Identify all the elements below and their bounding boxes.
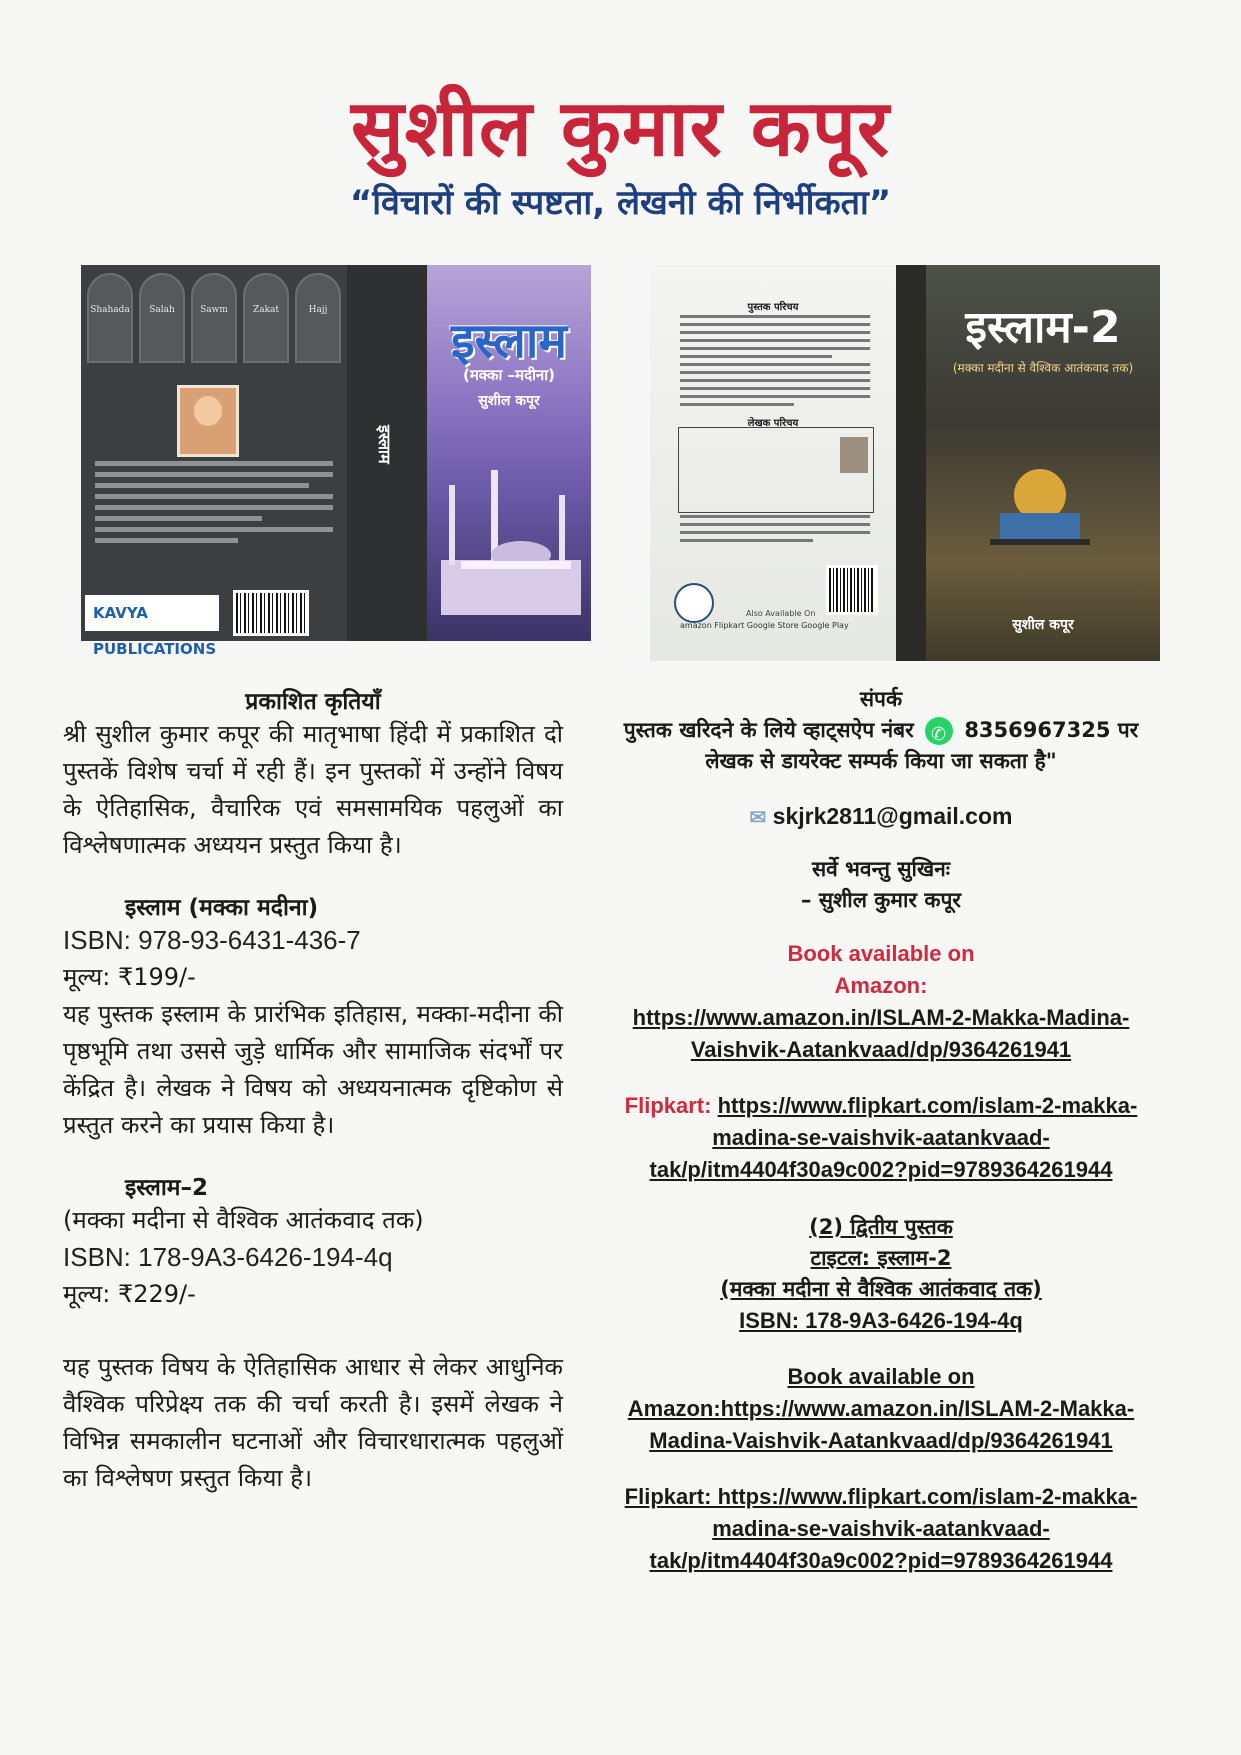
cover-title: इस्लाम bbox=[451, 313, 567, 369]
book2-title: इस्लाम–2 bbox=[125, 1175, 209, 1201]
flipkart-link[interactable]: https://www.flipkart.com/islam-2-makka-madina-se-vaishvik-aatankvaad-tak/p/itm4404f30a9c002?pid=9789364261944 bbox=[649, 1093, 1138, 1182]
back-heading: पुस्तक परिचय bbox=[747, 302, 799, 313]
contact-line-2: लेखक से डायरेक्ट सम्पर्क किया जा सकता है" bbox=[705, 749, 1057, 773]
tagline: “विचारों की स्पष्टता, लेखनी की निर्भीकता” bbox=[349, 183, 892, 223]
cover-back bbox=[81, 265, 347, 658]
cover-subtitle: (मक्का –मदीना) bbox=[462, 366, 555, 384]
flipkart-link-2[interactable]: Flipkart: https://www.flipkart.com/islam-2-makka-madina-se-vaishvik-aatankvaad-tak/p/itm4404f30a9c002?pid=9789364261944 bbox=[624, 1484, 1138, 1573]
author-heading: लेखक परिचय bbox=[747, 418, 799, 429]
contact-heading: संपर्क bbox=[859, 687, 903, 711]
amazon-link[interactable]: https://www.amazon.in/ISLAM-2-Makka-Madina-Vaishvik-Aatankvaad/dp/9364261941 bbox=[632, 1005, 1130, 1062]
arch-label: Zakat bbox=[252, 305, 280, 315]
dome-illustration bbox=[980, 455, 1100, 545]
author-photo bbox=[840, 437, 868, 473]
flipkart-line bbox=[596, 1090, 1166, 1186]
arch bbox=[295, 273, 341, 363]
blurb-text-lines bbox=[95, 461, 333, 549]
barcode bbox=[826, 565, 878, 615]
book1-title: इस्लाम (मक्का मदीना) bbox=[125, 895, 319, 921]
book-cover-islam-2 bbox=[650, 265, 1160, 661]
mosque-illustration bbox=[441, 465, 581, 615]
phone-number[interactable]: 8356967325 पर bbox=[964, 718, 1139, 742]
amazon-link-2[interactable]: Amazon:https://www.amazon.in/ISLAM-2-Makka-Madina-Vaishvik-Aatankvaad/dp/9364261941 bbox=[627, 1396, 1135, 1453]
arch bbox=[191, 273, 237, 363]
blessing-signature: – सुशील कुमार कपूर bbox=[801, 888, 961, 912]
second-book-subtitle: (मक्का मदीना से वैश्विक आतंकवाद तक) bbox=[720, 1277, 1042, 1301]
second-book-title: टाइटल: इस्लाम-2 bbox=[810, 1246, 952, 1270]
barcode bbox=[233, 590, 309, 636]
arch bbox=[139, 273, 185, 363]
whatsapp-icon bbox=[925, 717, 953, 745]
arch-label: Sawm bbox=[200, 305, 228, 315]
available-on-label-2: Book available on bbox=[787, 1364, 975, 1389]
book-cover-islam bbox=[81, 265, 591, 658]
intro-paragraph: श्री सुशील कुमार कपूर की मातृभाषा हिंदी में प्रकाशित दो पुस्तकें विशेष चर्चा में रही हैं। इन पुस्तकों में उन्होंने विषय के ऐतिहासिक, वैचारिक एवं समसामयिक पहलुओं का विश्लेषणात्मक अध्ययन प्रस्तुत किया है। bbox=[63, 720, 563, 859]
arch-label: Hajj bbox=[308, 305, 328, 315]
author-portrait bbox=[177, 385, 239, 457]
store-logos: amazon Flipkart Google Store Google Play bbox=[680, 621, 849, 630]
right-column bbox=[596, 684, 1166, 1577]
cover-author: सुशील कपूर bbox=[1012, 617, 1074, 633]
book2-description: यह पुस्तक विषय के ऐतिहासिक आधार से लेकर आधुनिक वैश्विक परिप्रेक्ष्य तक की चर्चा करती है। इसमें लेखक ने विभिन्न समकालीन घटनाओं और विचारधारात्मक पहलुओं का विश्लेषण प्रस्तुत किया है। bbox=[63, 1353, 563, 1492]
flipkart-label: Flipkart: bbox=[624, 1093, 712, 1118]
spine-title: इस्लाम bbox=[375, 425, 394, 464]
second-book-isbn: ISBN: 178-9A3-6426-194-4q bbox=[739, 1308, 1023, 1333]
cover-title: इस्लाम-2 bbox=[965, 302, 1121, 353]
also-available: Also Available On bbox=[746, 609, 816, 618]
published-works-heading: प्रकाशित कृतियाँ bbox=[245, 689, 381, 715]
arch-label: Salah bbox=[149, 305, 175, 315]
pillars-arches bbox=[87, 273, 341, 363]
email-link[interactable]: skjrk2811@gmail.com bbox=[772, 803, 1013, 829]
book2-price: मूल्य: ₹229/- bbox=[63, 1280, 196, 1308]
blessing-line: सर्वे भवन्तु सुखिनः bbox=[811, 857, 951, 881]
book1-description: यह पुस्तक इस्लाम के प्रारंभिक इतिहास, मक्का-मदीना की पृष्ठभूमि तथा उससे जुड़े धार्मिक और सामाजिक संदर्भों पर केंद्रित है। लेखक ने विषय को अध्ययनात्मक दृष्टिकोण से प्रस्तुत करने का प्रयास किया है। bbox=[63, 1000, 563, 1139]
book2-isbn: ISBN: 178-9A3-6426-194-4q bbox=[63, 1242, 393, 1272]
contact-line-1 bbox=[596, 715, 1166, 746]
amazon-label: Amazon: bbox=[834, 973, 928, 998]
available-on-label: Book available on bbox=[787, 941, 975, 966]
arch-label: Shahada bbox=[90, 305, 130, 315]
email-line bbox=[596, 803, 1166, 830]
back-text-lines bbox=[680, 315, 870, 411]
publisher-logo-icon bbox=[674, 583, 714, 623]
publisher-logo: KAVYA PUBLICATIONS bbox=[85, 595, 219, 631]
cover-subtitle: (मक्का मदीना से वैश्विक आतंकवाद तक) bbox=[952, 361, 1134, 375]
book2-subtitle: (मक्का मदीना से वैश्विक आतंकवाद तक) bbox=[63, 1206, 424, 1234]
second-book-label: (2) द्वितीय पुस्तक bbox=[809, 1215, 953, 1239]
cover-author: सुशील कपूर bbox=[478, 393, 540, 409]
mail-icon: ✉ bbox=[749, 807, 767, 829]
book1-isbn: ISBN: 978-93-6431-436-7 bbox=[63, 925, 361, 955]
back-text-lines bbox=[680, 515, 870, 547]
cover-spine bbox=[896, 265, 926, 661]
arch bbox=[243, 273, 289, 363]
author-name: सुशील कुमार कपूर bbox=[351, 84, 890, 174]
contact-text: पुस्तक खरिदने के लिये व्हाट्सऐप नंबर bbox=[623, 718, 914, 742]
book1-price: मूल्य: ₹199/- bbox=[63, 963, 196, 991]
left-column bbox=[63, 684, 563, 1497]
arch bbox=[87, 273, 133, 363]
